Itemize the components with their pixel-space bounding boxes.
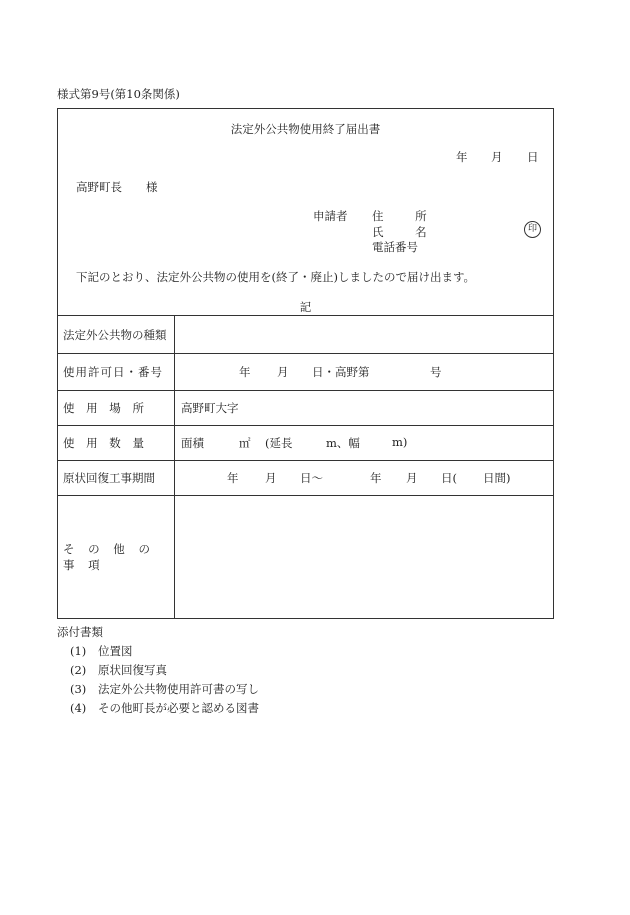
document-title: 法定外公共物使用終了届出書 [230, 122, 381, 136]
table-row [58, 496, 554, 619]
row-label: 使用許可日・番号 [58, 354, 175, 391]
form-box [57, 108, 554, 619]
row-label: 原状回復工事期間 [58, 461, 175, 496]
row-label: 使 用 数 量 [58, 426, 175, 461]
applicant-label: 申請者 [313, 209, 348, 223]
attachment-item: (1) 位置図 [70, 644, 133, 658]
name-label: 氏 名 [372, 225, 441, 239]
row-value [175, 316, 554, 354]
table-row [58, 391, 554, 426]
row-label: 法定外公共物の種類 [58, 316, 175, 354]
date-year-label: 年 [456, 150, 468, 164]
row-value: 面積 ㎡ (延長 m、幅 m) [175, 426, 554, 461]
ki-heading: 記 [299, 300, 312, 314]
attachment-item: (3) 法定外公共物使用許可書の写し [70, 682, 259, 696]
table-row [58, 426, 554, 461]
table-row [58, 316, 554, 354]
row-label: 使 用 場 所 [58, 391, 175, 426]
form-number: 様式第9号(第10条関係) [57, 87, 180, 101]
attachments-title: 添付書類 [57, 625, 103, 639]
attachment-item: (2) 原状回復写真 [70, 663, 167, 677]
addressee-suffix: 様 [146, 180, 158, 194]
date-day-label: 日 [527, 150, 539, 164]
row-value: 年 月 日・高野第 号 [175, 354, 554, 391]
row-value: 高野町大字 [175, 391, 554, 426]
row-value: 年 月 日〜 年 月 日( 日間) [175, 461, 554, 496]
address-label: 住 所 [372, 209, 441, 223]
table-row [58, 354, 554, 391]
table-row [58, 461, 554, 496]
attachment-item: (4) その他町長が必要と認める図書 [70, 701, 259, 715]
date-month-label: 月 [491, 150, 503, 164]
row-label: そ の 他 の 事 項 [58, 496, 175, 619]
phone-label: 電話番号 [372, 240, 418, 254]
seal-mark: 印 [524, 221, 541, 238]
row-value [175, 496, 554, 619]
details-table [57, 315, 554, 619]
statement: 下記のとおり、法定外公共物の使用を(終了・廃止)しましたので届け出ます。 [76, 270, 476, 284]
addressee: 高野町長 [76, 180, 122, 194]
